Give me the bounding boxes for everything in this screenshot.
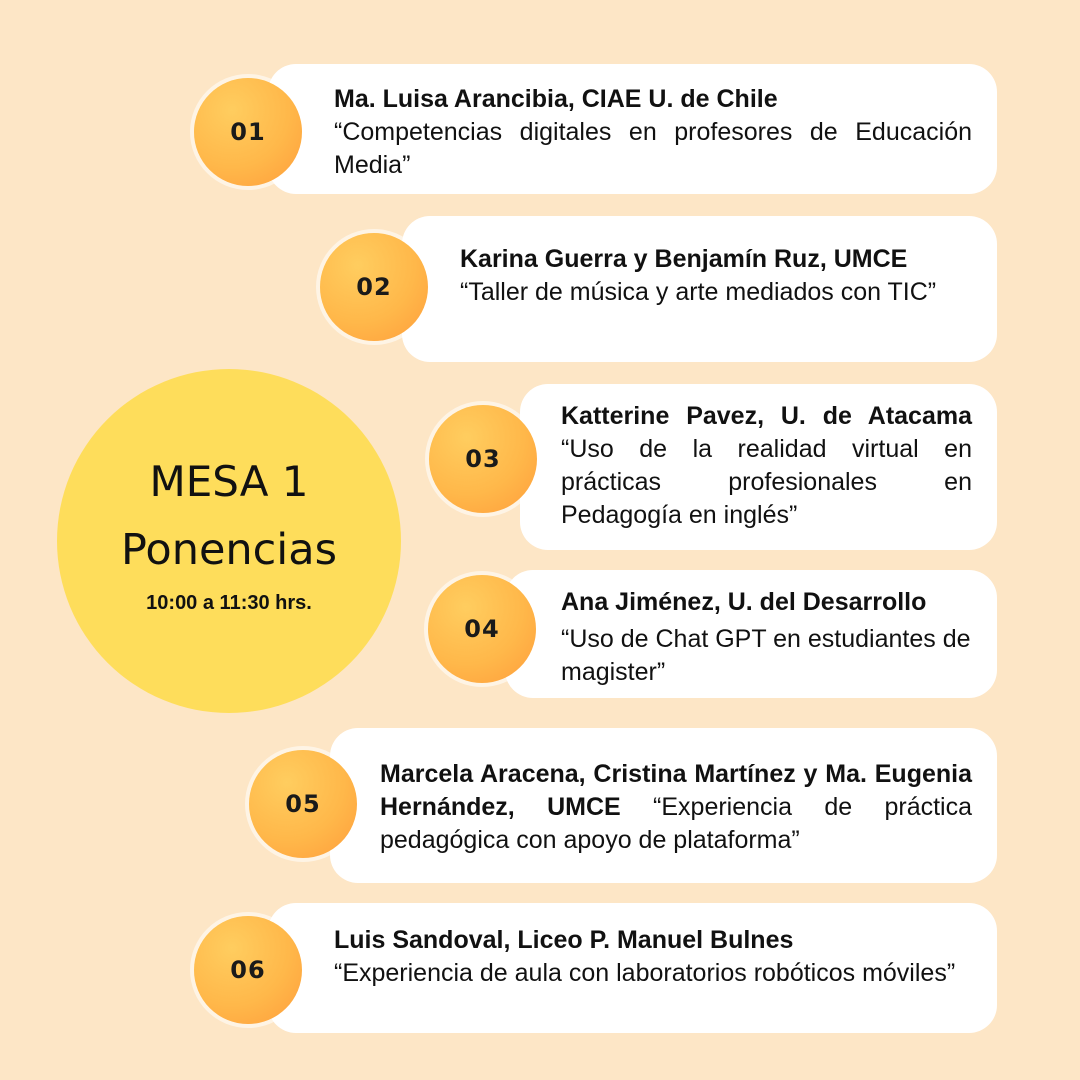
talk-speaker: Ma. Luisa Arancibia, CIAE U. de Chile bbox=[334, 85, 778, 113]
talk-title: “Experiencia de aula con laboratorios robóticos móviles” bbox=[334, 959, 956, 987]
mesa-time: 10:00 a 11:30 hrs. bbox=[146, 592, 312, 614]
talk-speaker: Karina Guerra y Benjamín Ruz, UMCE bbox=[460, 245, 908, 273]
talk-number-01: 01 bbox=[194, 78, 302, 186]
talk-speaker: Katterine Pavez, U. de Atacama bbox=[561, 402, 972, 430]
talk-speaker: Luis Sandoval, Liceo P. Manuel Bulnes bbox=[334, 926, 794, 954]
mesa-title: MESA 1 bbox=[149, 457, 309, 506]
talk-text-05 bbox=[380, 758, 972, 857]
talk-number-05: 05 bbox=[249, 750, 357, 858]
talk-number-03: 03 bbox=[429, 405, 537, 513]
talk-number-04: 04 bbox=[428, 575, 536, 683]
talk-text-04 bbox=[561, 586, 972, 689]
talk-text-03 bbox=[561, 400, 972, 532]
talk-title: “Uso de la realidad virtual en prácticas profesionales en Pedagogía en inglés” bbox=[561, 435, 972, 529]
talk-speaker: Marcela Aracena, Cristina Martínez y Ma. Eugenia Hernández, UMCE bbox=[380, 760, 972, 821]
talk-text-06 bbox=[334, 924, 972, 990]
mesa-subtitle: Ponencias bbox=[120, 525, 337, 575]
talk-title: “Experiencia de práctica pedagógica con apoyo de plataforma” bbox=[380, 793, 973, 854]
mesa-badge bbox=[57, 369, 401, 713]
talk-text-01 bbox=[334, 83, 972, 182]
talk-title: “Taller de música y arte mediados con TIC” bbox=[460, 278, 937, 306]
talk-text-02 bbox=[460, 243, 972, 309]
talk-number-02: 02 bbox=[320, 233, 428, 341]
talk-speaker: Ana Jiménez, U. del Desarrollo bbox=[561, 588, 927, 616]
talk-title: “Uso de Chat GPT en estudiantes de magister” bbox=[561, 625, 971, 686]
talk-number-06: 06 bbox=[194, 916, 302, 1024]
talk-title: “Competencias digitales en profesores de Educación Media” bbox=[334, 118, 972, 179]
